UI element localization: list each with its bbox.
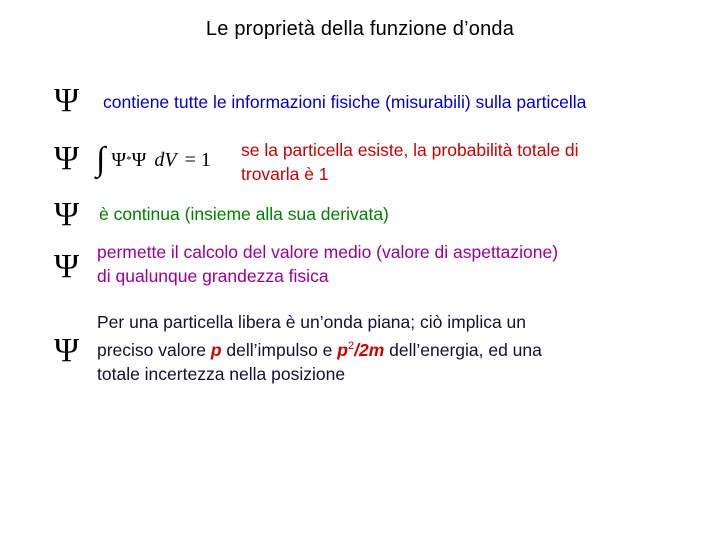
momentum-p: p (210, 339, 222, 360)
property-normalization (241, 138, 579, 186)
psi-symbol-2: Ψ (54, 140, 80, 177)
energy-2m: /2m (354, 339, 385, 360)
plane-wave-text-a: preciso valore (97, 339, 211, 360)
equals-one: = 1 (184, 148, 211, 171)
energy-exponent: 2 (347, 340, 355, 352)
plane-wave-line-2 (97, 334, 542, 362)
psi-symbol-4: Ψ (54, 248, 80, 285)
plane-wave-text-c: dell’energia, ed una (384, 339, 542, 360)
psi-symbol-3: Ψ (54, 196, 80, 233)
energy-p: p (337, 339, 348, 360)
volume-element: dV (154, 148, 177, 171)
property-expectation-value (97, 240, 558, 288)
plane-wave-text-b: dell’impulso e (221, 339, 338, 360)
property-continuous: è continua (insieme alla sua derivata) (99, 204, 389, 224)
property-plane-wave (97, 310, 542, 386)
property-contains-info: contiene tutte le informazioni fisiche (misurabili) sulla particella (103, 92, 587, 112)
psi-symbol-5: Ψ (54, 332, 80, 369)
conjugate-star: * (126, 154, 132, 166)
integral-sign: ∫ (96, 141, 106, 178)
expectation-line-1: permette il calcolo del valore medio (valore di aspettazione) (97, 242, 559, 262)
expectation-line-2: di qualunque grandezza fisica (97, 266, 329, 286)
psi-symbol-1: Ψ (54, 82, 80, 119)
plane-wave-line-3: totale incertezza nella posizione (97, 363, 346, 384)
normalization-line-2: trovarla è 1 (241, 164, 329, 184)
normalization-formula (96, 143, 211, 177)
psi-conjugate: Ψ (111, 148, 127, 171)
slide-title: Le proprietà della funzione d’onda (205, 18, 515, 40)
psi-factor: Ψ (131, 148, 147, 171)
normalization-line-1: se la particella esiste, la probabilità totale di (241, 140, 579, 160)
plane-wave-line-1: Per una particella libera è un’onda piana; ciò implica un (97, 312, 527, 332)
